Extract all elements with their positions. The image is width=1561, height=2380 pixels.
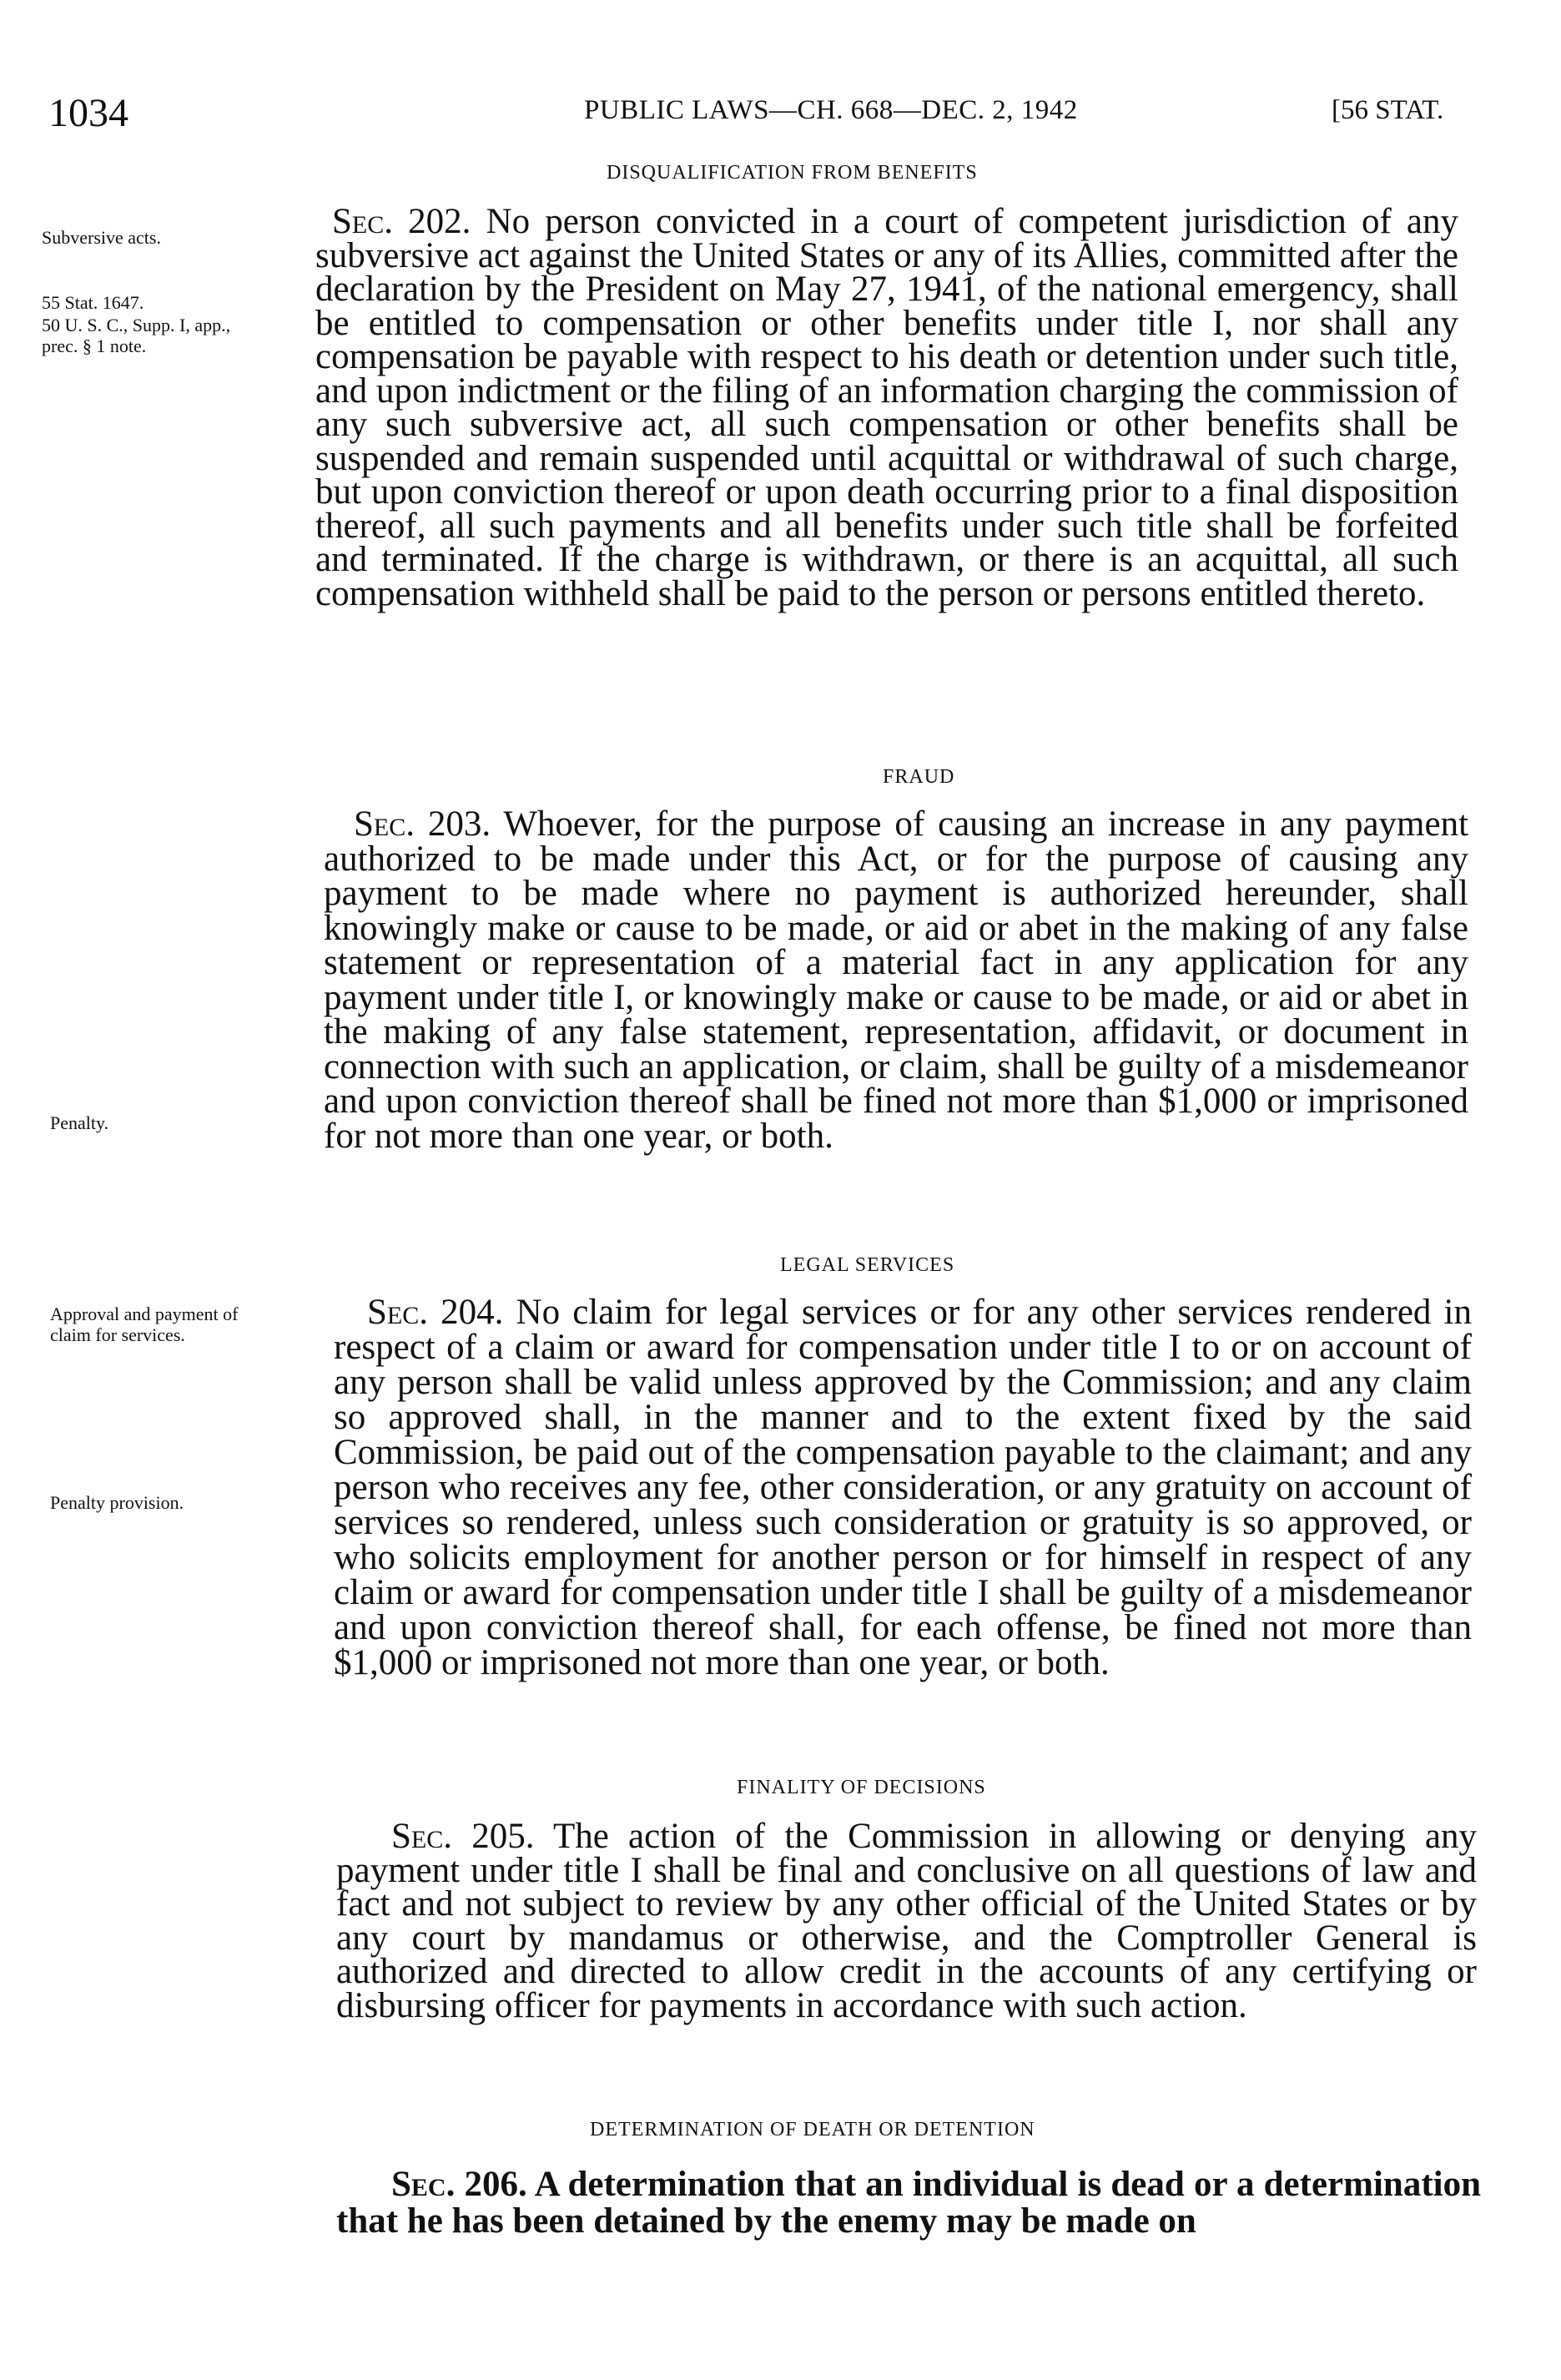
- page-number: 1034: [48, 91, 128, 135]
- section-203-label: Sec. 203.: [354, 804, 491, 844]
- section-204-label: Sec. 204.: [367, 1293, 504, 1332]
- section-203-text: Whoever, for the purpose of causing an increase in any payment authorized to be made under this Act, or for the purpose of causing any payment to be made where no payment is authorized hereunder, shall knowingly make or cause to be made, or aid or abet in the making of any false statement or representation of a material fact in any application for any payment under title I, or knowingly make or cause to be made, or aid or abet in the making of any false statement, representation, affidavit, or document in connection with such an application, or claim, shall be guilty of a misdemeanor and upon conviction thereof shall be fined not more than $1,000 or imprisoned for not more than one year, or both.: [324, 804, 1469, 1156]
- running-header: [0, 90, 1561, 135]
- running-head: PUBLIC LAWS—CH. 668—DEC. 2, 1942: [584, 95, 1078, 125]
- statute-reference: [56 STAT.: [1332, 95, 1444, 125]
- margin-note-approval: Approval and payment of claim for services.: [50, 1303, 239, 1345]
- section-204-text: No claim for legal services or for any other services rendered in respect of a claim or award for compensation under title I to or on account of any person shall be valid unless approved by the Commission; and any claim so approved shall, in the manner and to the extent fixed by the said Commission, be paid out of the compensation payable to the claimant; and any person who receives any fee, other consideration, or any gratuity on account of services so rendered, unless such consideration or gratuity is so approved, or who solicits employment for another person or for himself in respect of any claim or award for compensation under title I shall be guilty of a misdemeanor and upon conviction thereof shall, for each offense, be fined not more than $1,000 or imprisoned not more than one year, or both.: [334, 1293, 1472, 1682]
- margin-note-subversive-acts: Subversive acts.: [42, 227, 161, 248]
- margin-note-penalty: Penalty.: [50, 1112, 109, 1133]
- section-202-label: Sec. 202.: [332, 202, 471, 241]
- section-202-text: No person convicted in a court of competent jurisdiction of any subversive act against the United States or any of its Allies, committed after the declaration by the President on May 27, 1941, of the national emergency, shall be entitled to compensation or other benefits under title I, nor shall any compensation be payable with respect to his death or detention under such title, and upon indictment or the filing of an information charging the commission of any such subversive act, all such compensation or other benefits shall be suspended and remain suspended until acquittal or withdrawal of such charge, but upon conviction thereof or upon death occurring prior to a final disposition thereof, all such payments and all benefits under such title shall be forfeited and terminated. If the charge is withdrawn, or there is an acquittal, all such compensation withheld shall be paid to the person or persons entitled thereto.: [315, 202, 1459, 613]
- section-heading-fraud: FRAUD: [883, 766, 955, 788]
- section-205-text: The action of the Commission in allowing or denying any payment under title I shall be final and conclusive on all questions of law and fact and not subject to review by any other official of the United States or by any court by mandamus or otherwise, and the Comptroller General is authorized and directed to allow credit in the accounts of any certifying or disbursing officer for payments in accordance with such action.: [336, 1817, 1477, 2025]
- section-206-label: Sec. 206.: [391, 2165, 527, 2204]
- margin-note-penalty-provision: Penalty provision.: [50, 1492, 184, 1513]
- section-heading-finality: FINALITY OF DECISIONS: [737, 1777, 986, 1798]
- margin-note-citation-stat: 55 Stat. 1647.: [42, 292, 144, 313]
- section-heading-determination: DETERMINATION OF DEATH OR DETENTION: [590, 2119, 1035, 2140]
- section-heading-legal-services: LEGAL SERVICES: [780, 1254, 955, 1276]
- section-205-paragraph: [336, 1817, 1477, 2025]
- section-203-paragraph: [324, 804, 1469, 1156]
- section-204-paragraph: [334, 1295, 1472, 1681]
- section-205-label: Sec. 205.: [391, 1817, 535, 1856]
- margin-note-citation-usc: 50 U. S. C., Supp. I, app., prec. § 1 note.: [42, 315, 231, 356]
- section-206-paragraph: [336, 2166, 1481, 2240]
- section-206-text: A determination that an individual is dead or a determination that he has been detained by the enemy may be made on: [336, 2165, 1481, 2241]
- section-heading-disqualification: DISQUALIFICATION FROM BENEFITS: [607, 162, 978, 184]
- section-202-paragraph: [315, 202, 1459, 613]
